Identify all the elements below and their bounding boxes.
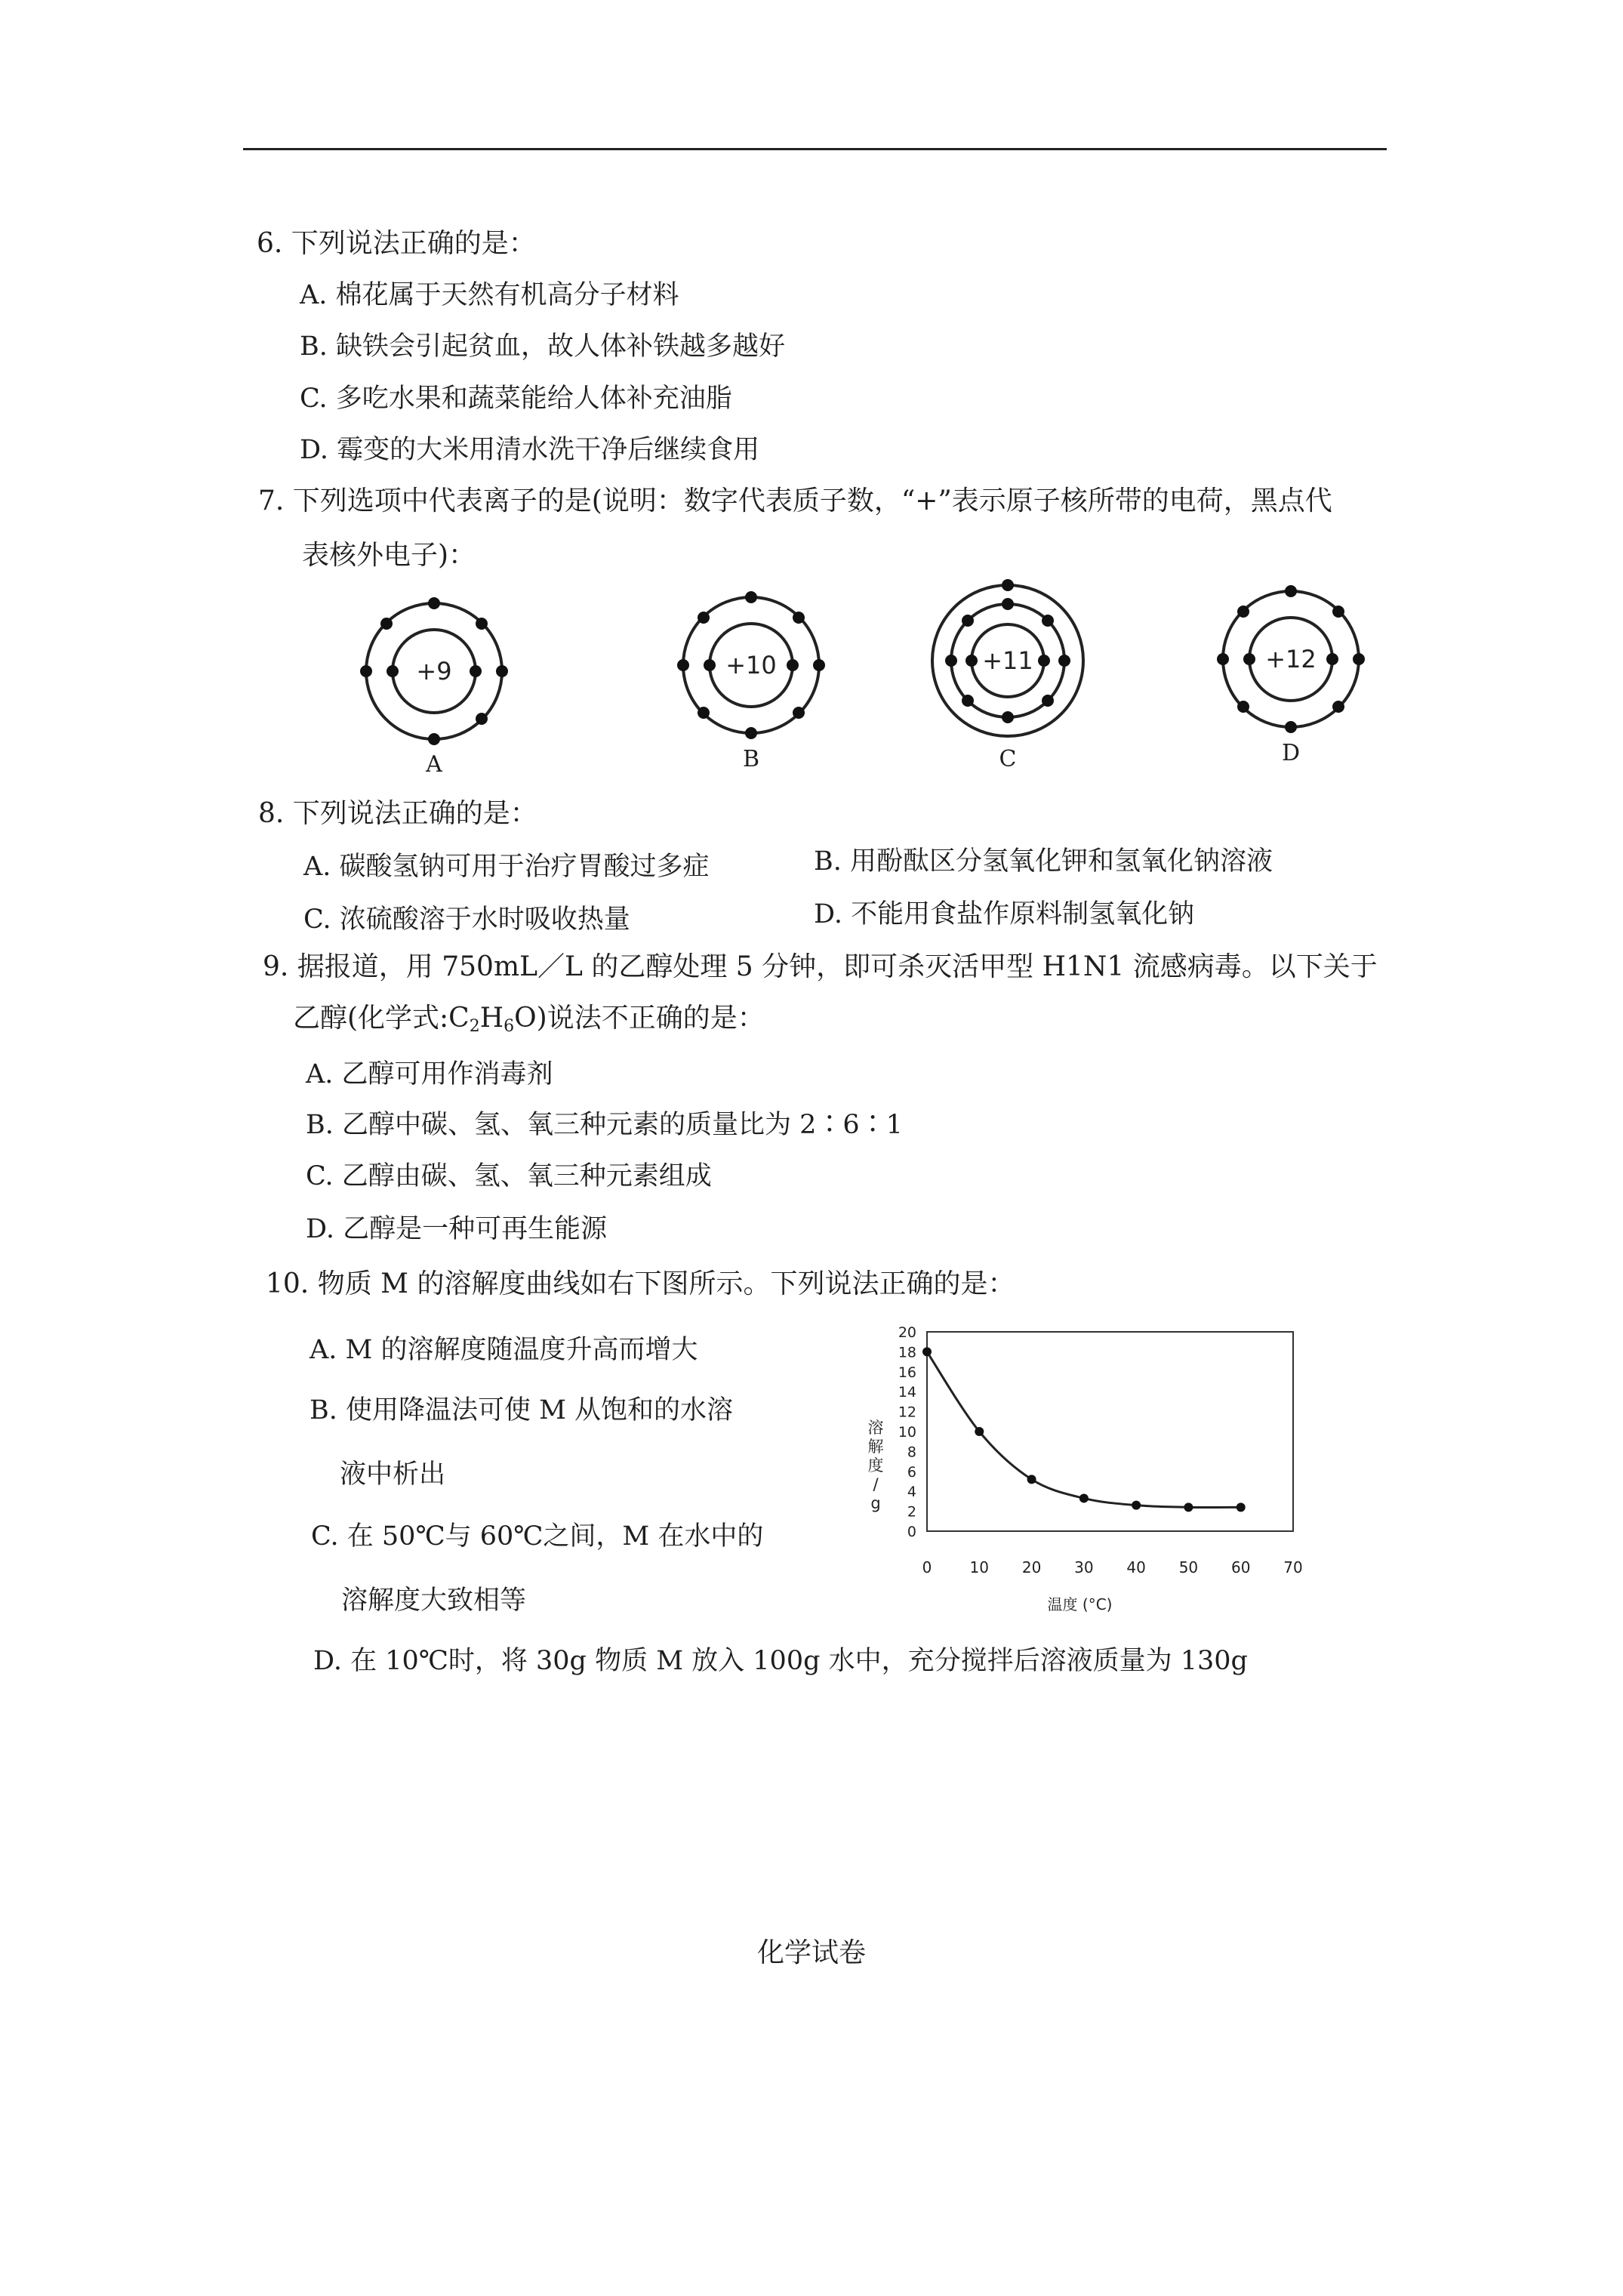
q9-option-c: C. 乙醇由碳、氢、氧三种元素组成 (306, 1161, 712, 1191)
atom-diagram-a (347, 584, 521, 758)
q9-option-a: A. 乙醇可用作消毒剂 (306, 1059, 553, 1089)
q6-option-a: A. 棉花属于天然有机高分子材料 (300, 280, 679, 310)
q6-stem: 6. 下列说法正确的是： (257, 228, 536, 259)
y-tick-label: 12 (898, 1404, 916, 1421)
svg-text:g: g (870, 1494, 881, 1512)
y-tick-label: 20 (898, 1324, 916, 1341)
y-tick-label: 14 (898, 1384, 916, 1401)
data-point (1079, 1493, 1089, 1502)
q10-option-b-line2: 液中析出 (340, 1459, 446, 1490)
x-tick-label: 40 (1126, 1558, 1146, 1576)
q10-option-b-line1: B. 使用降温法可使 M 从饱和的水溶 (310, 1395, 734, 1425)
data-point (922, 1347, 932, 1356)
q8-option-d: D. 不能用食盐作原料制氢氧化钠 (814, 899, 1195, 929)
q7-stem-line1: 7. 下列选项中代表离子的是(说明：数字代表质子数，“+”表示原子核所带的电荷，黑点代 (258, 485, 1332, 516)
q10-option-a: A. M 的溶解度随温度升高而增大 (310, 1335, 698, 1365)
y-tick-label: 4 (907, 1484, 916, 1501)
y-tick-label: 10 (898, 1424, 916, 1441)
x-tick-label: 10 (969, 1558, 990, 1576)
data-point (1184, 1502, 1193, 1512)
atom-a-nucleus: +9 (416, 657, 452, 686)
page-footer: 化学试卷 (756, 1937, 866, 1968)
q10-option-c-line1: C. 在 50℃与 60℃之间，M 在水中的 (311, 1521, 764, 1552)
x-tick-label: 20 (1021, 1558, 1042, 1576)
x-tick-label: 0 (922, 1558, 932, 1576)
x-tick-label: 60 (1230, 1558, 1251, 1576)
data-point (1027, 1475, 1036, 1484)
atom-d-nucleus: +12 (1265, 645, 1317, 673)
x-tick-label: 70 (1283, 1558, 1303, 1576)
q8-stem: 8. 下列说法正确的是： (258, 798, 537, 829)
q8-option-b: B. 用酚酞区分氢氧化钾和氢氧化钠溶液 (814, 846, 1273, 877)
q10-option-d: D. 在 10℃时，将 30g 物质 M 放入 100g 水中，充分搅拌后溶液质量为 130g (313, 1646, 1248, 1676)
x-tick-label: 50 (1178, 1558, 1199, 1576)
q10-option-c-line2: 溶解度大致相等 (341, 1586, 527, 1616)
atom-diagram-b (664, 578, 838, 752)
atom-a-label: A (426, 751, 442, 778)
q9-stem-line1: 9. 据报道，用 750mL／L 的乙醇处理 5 分钟，即可杀灭活甲型 H1N1 流感病毒。以下关于 (263, 951, 1378, 982)
y-tick-label: 0 (907, 1524, 916, 1540)
q9-stem-line2: 乙醇(化学式$:C_2H_6O$)说法不正确的是： (293, 1003, 765, 1036)
q8-option-c: C. 浓硫酸溶于水时吸收热量 (303, 905, 630, 935)
data-point (1132, 1501, 1141, 1510)
y-tick-label: 18 (898, 1344, 916, 1361)
atom-b-label: B (742, 746, 760, 772)
data-point (975, 1427, 984, 1436)
svg-text:/: / (873, 1475, 879, 1493)
q10-stem: 10. 物质 M 的溶解度曲线如右下图所示。下列说法正确的是： (266, 1268, 1015, 1299)
atom-c-nucleus: +11 (982, 646, 1033, 675)
y-tick-label: 2 (907, 1503, 916, 1521)
x-tick-label: 30 (1074, 1558, 1094, 1576)
q6-option-d: D. 霉变的大米用清水洗干净后继续食用 (300, 435, 760, 465)
svg-text:溶: 溶 (867, 1419, 884, 1437)
atom-diagram-d (1204, 572, 1378, 746)
atom-b-nucleus: +10 (725, 651, 777, 680)
header-rule (243, 148, 1387, 150)
y-axis-label (868, 1419, 884, 1512)
atom-d-label: D (1281, 740, 1301, 766)
solubility-curve (927, 1351, 1241, 1507)
atom-c-label: C (999, 746, 1017, 772)
svg-text:解: 解 (867, 1438, 884, 1456)
atom-diagram-c (921, 574, 1095, 747)
svg-text:度: 度 (867, 1456, 884, 1475)
q9-option-b: B. 乙醇中碳、氢、氧三种元素的质量比为 2∶6∶1 (306, 1110, 903, 1140)
q6-option-b: B. 缺铁会引起贫血，故人体补铁越多越好 (300, 331, 785, 362)
y-tick-label: 16 (898, 1364, 916, 1381)
q9-option-d: D. 乙醇是一种可再生能源 (306, 1214, 608, 1244)
y-tick-label: 8 (907, 1444, 916, 1461)
x-axis-label: 温度 (°C) (1047, 1595, 1113, 1613)
y-tick-label: 6 (907, 1463, 916, 1481)
q7-stem-line2: 表核外电子)： (302, 540, 476, 571)
q6-option-c: C. 多吃水果和蔬菜能给人体补充油脂 (300, 384, 732, 414)
data-point (1236, 1502, 1246, 1512)
solubility-chart (859, 1321, 1357, 1646)
q8-option-a: A. 碳酸氢钠可用于治疗胃酸过多症 (303, 852, 710, 882)
